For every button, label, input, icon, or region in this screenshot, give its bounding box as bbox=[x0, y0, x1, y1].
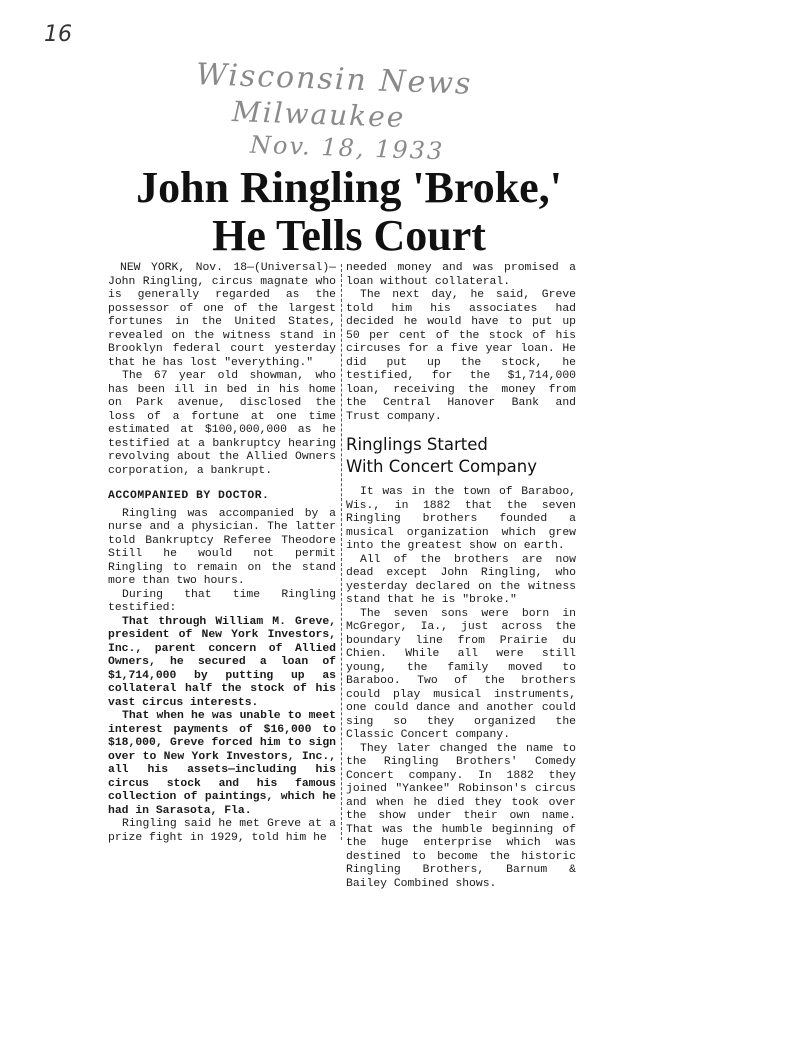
column-rule bbox=[341, 264, 342, 840]
handwritten-city: Milwaukee bbox=[231, 94, 406, 135]
headline: John Ringling 'Broke,' He Tells Court bbox=[136, 163, 562, 260]
page-number: 16 bbox=[44, 22, 72, 47]
article-paragraph: It was in the town of Baraboo, Wis., in 1882 that the seven Ringling brothers founded a musical organization which grew into the greatest show on earth. bbox=[346, 486, 576, 552]
section-heading bbox=[346, 434, 576, 478]
testimony-paragraph: That through William M. Greve, president of New York Investors, Inc., parent concern of Allied Owners, he secured a loan of $1,714,000 by putting up as collateral half the stock of his vast circus interests. bbox=[108, 615, 336, 709]
subhead: ACCOMPANIED BY DOCTOR. bbox=[108, 490, 270, 502]
article-paragraph: They later changed the name to the Ringling Brothers' Comedy Concert company. In 1882 they joined "Yankee" Robinson's circus and when he died they took over the show under their own name. That was the humble beginning of the huge enterprise which was destined to become the historic Ringling Brothers, Barnum & Bailey Combined shows. bbox=[346, 742, 576, 890]
article-paragraph: All of the brothers are now dead except John Ringling, who yesterday declared on the witness stand that he is "broke." bbox=[346, 553, 576, 606]
handwritten-publication: Wisconsin News bbox=[195, 57, 473, 102]
article-paragraph: The next day, he said, Greve told him his associates had decided he would have to put up 50 per cent of the stock of his circuses for a five year loan. He did put up the stock, he testified, for the $1,714,000 loan, receiving the money from the Central Hanover Bank and Trust company. bbox=[346, 289, 576, 423]
section-heading-line: With Concert Company bbox=[346, 457, 537, 476]
article-paragraph: The 67 year old showman, who has been ill in bed in his home on Park avenue, disclosed the loss of a fortune at one time estimated at $100,000,000 as he testified at a bankruptcy hearing revolving about the Allied Owners corporation, a bankrupt. bbox=[108, 370, 336, 477]
testimony-paragraph: That when he was unable to meet interest payments of $16,000 to $18,000, Greve forced him to sign over to New York Investors, Inc., all his assets—including his circus stock and his famous collection of paintings, which he had in Sarasota, Fla. bbox=[108, 710, 336, 817]
article-paragraph: During that time Ringling testified: bbox=[108, 588, 336, 614]
article-paragraph: Ringling was accompanied by a nurse and a physician. The latter told Bankruptcy Referee Theodore Still he would not permit Ringling to remain on the stand more than two hours. bbox=[108, 507, 336, 587]
section-heading-line: Ringlings Started bbox=[346, 435, 488, 454]
right-column bbox=[346, 262, 576, 891]
left-column bbox=[108, 262, 336, 845]
article-paragraph: The seven sons were born in McGregor, Ia., just across the boundary line from Prairie du Chien. While all were still young, the family moved to Baraboo. Two of the brothers could play musical instruments, one could dance and another could sing so they organized the Classic Concert company. bbox=[346, 607, 576, 741]
article-paragraph: NEW YORK, Nov. 18—(Universal)—John Ringling, circus magnate who is generally regarded as the possessor of one of the largest fortunes in the United States, revealed on the witness stand in Brooklyn federal court yesterday that he has lost "everything." bbox=[108, 262, 336, 369]
handwritten-date: Nov. 18, 1933 bbox=[249, 130, 445, 166]
article-paragraph: needed money and was promised a loan without collateral. bbox=[346, 262, 576, 288]
article-paragraph: Ringling said he met Greve at a prize fight in 1929, told him he bbox=[108, 818, 336, 844]
